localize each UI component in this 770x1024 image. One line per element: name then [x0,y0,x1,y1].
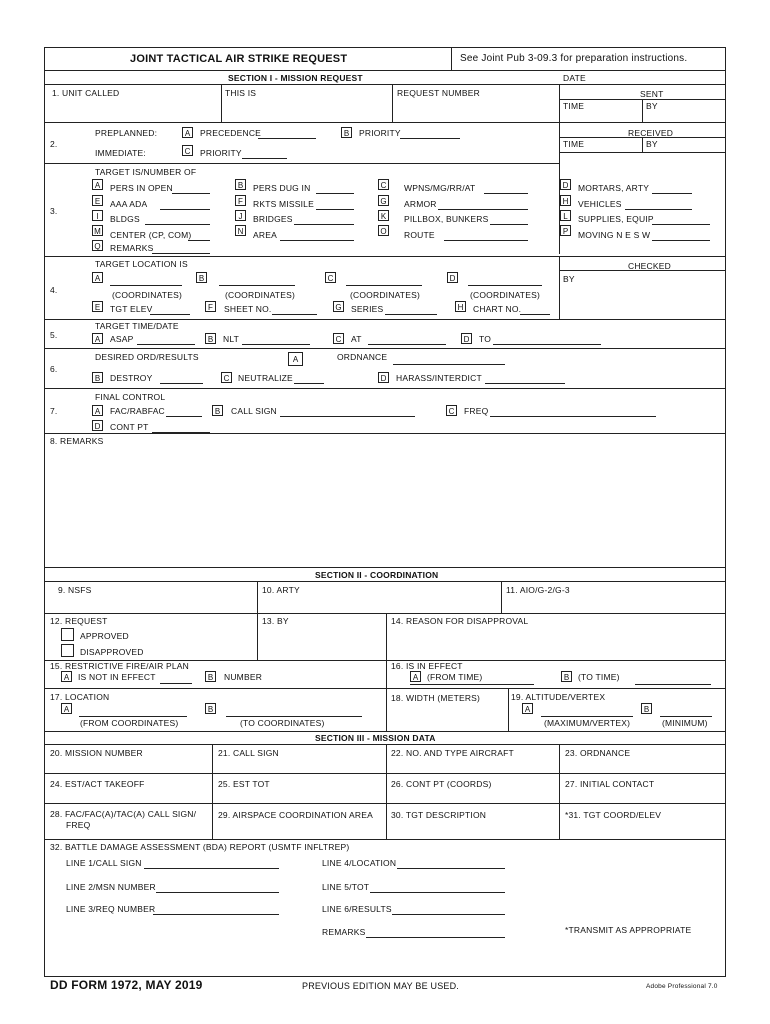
location-coord-d[interactable] [468,285,542,286]
target-label-p: MOVING N E S W [578,230,651,240]
rule [44,688,726,689]
asap-label: ASAP [110,334,134,344]
target-field-b[interactable] [316,193,354,194]
preplanned-label: PREPLANNED: [95,128,158,138]
airspace-label: 29. AIRSPACE COORDINATION AREA [218,810,373,820]
precedence-field[interactable] [258,138,316,139]
to-coordinates-field[interactable] [226,716,362,717]
time-box-a[interactable]: A [92,333,103,344]
nsfs-label: 9. NSFS [58,585,92,595]
target-box-f[interactable]: F [235,195,246,206]
from-time-field[interactable] [410,684,534,685]
ord-box-b[interactable]: B [92,372,103,383]
rule [44,433,726,434]
row-3-number: 3. [50,206,58,216]
location-box-h[interactable]: H [455,301,466,312]
rule [559,270,726,271]
mission-number-label: 20. MISSION NUMBER [50,748,143,758]
adobe-note: Adobe Professional 7.0 [646,983,718,990]
location-box-c[interactable]: C [325,272,336,283]
line1-field[interactable] [144,868,279,869]
from-coordinates-label: (FROM COORDINATES) [80,718,179,728]
target-field-p[interactable] [652,240,710,241]
received-by-label: BY [646,139,658,149]
sheet-no-label: SHEET NO. [224,304,272,314]
asap-field[interactable] [137,344,195,345]
target-field-a[interactable] [172,193,210,194]
location-box-d[interactable]: D [447,272,458,283]
destroy-label: DESTROY [110,373,153,383]
target-box-m[interactable]: M [92,225,103,236]
disapproved-label: DISAPPROVED [80,647,144,657]
rule [642,99,643,122]
target-box-j[interactable]: J [235,210,246,221]
target-label-m: CENTER (CP, COM) [110,230,192,240]
cont-pt-coords-label: 26. CONT PT (COORDS) [391,779,492,789]
time-box-b[interactable]: B [205,333,216,344]
ordnance-label: ORDNANCE [337,352,388,362]
line1-label: LINE 1/CALL SIGN [66,858,142,868]
location-label-17: 17. LOCATION [50,692,110,702]
coordinates-label-d: (COORDINATES) [470,290,540,300]
target-field-j[interactable] [294,224,354,225]
sent-label: SENT [640,89,664,99]
restrictive-box-b[interactable]: B [205,671,216,682]
target-box-n[interactable]: N [235,225,246,236]
received-time-label: TIME [563,139,585,149]
ord-box-d[interactable]: D [378,372,389,383]
rule [44,348,726,349]
cont-pt-label: CONT PT [110,422,149,432]
request-number-label: REQUEST NUMBER [397,88,480,98]
location-box-e[interactable]: E [92,301,103,312]
line2-label: LINE 2/MSN NUMBER [66,882,156,892]
tgt-coord-label: *31. TGT COORD/ELEV [565,810,662,820]
target-field-k[interactable] [490,224,528,225]
fac-freq-label: FREQ [66,820,91,830]
rule [212,744,213,839]
control-box-d[interactable]: D [92,420,103,431]
to-coordinates-label: (TO COORDINATES) [240,718,325,728]
priority-label: PRIORITY [359,128,401,138]
target-box-l[interactable]: L [560,210,571,221]
to-field[interactable] [493,344,601,345]
target-field-g[interactable] [438,209,528,210]
series-label: SERIES [351,304,384,314]
from-time-label: (FROM TIME) [427,672,483,682]
target-label-d: MORTARS, ARTY [578,183,650,193]
transmit-note: *TRANSMIT AS APPROPRIATE [565,925,692,935]
harass-label: HARASS/INTERDICT [396,373,482,383]
location-coord-a[interactable] [110,285,182,286]
previous-edition-note: PREVIOUS EDITION MAY BE USED. [302,981,459,991]
target-label-c: WPNS/MG/RR/AT [404,183,476,193]
target-field-d[interactable] [652,193,692,194]
preplanned-box-a[interactable]: A [182,127,193,138]
target-label-o: ROUTE [404,230,435,240]
target-label-k: PILLBOX, BUNKERS [404,214,489,224]
rule [392,84,393,122]
est-tot-label: 25. EST TOT [218,779,270,789]
rule [559,152,726,153]
freq-label: FREQ [464,406,489,416]
restrictive-label: 15. RESTRICTIVE FIRE/AIR PLAN [50,661,189,671]
approved-label: APPROVED [80,631,129,641]
section-2-title: SECTION II - COORDINATION [315,570,439,580]
target-field-c[interactable] [484,193,528,194]
takeoff-label: 24. EST/ACT TAKEOFF [50,779,145,789]
fac-field[interactable] [166,416,202,417]
sheet-no-field[interactable] [272,314,317,315]
target-field-m[interactable] [188,240,210,241]
immediate-box-c[interactable]: C [182,145,193,156]
remarks-label: 8. REMARKS [50,436,104,446]
row-2-number: 2. [50,139,58,149]
rule [44,163,559,164]
target-field-h[interactable] [625,209,692,210]
rule [44,803,726,804]
rule [44,839,726,840]
ord-box-c[interactable]: C [221,372,232,383]
by-label-13: 13. BY [262,616,289,626]
rule [44,388,726,389]
bda-remarks-label: REMARKS [322,927,366,937]
rule [44,256,726,257]
target-box-d[interactable]: D [560,179,571,190]
line6-field[interactable] [392,914,505,915]
series-field[interactable] [385,314,437,315]
line3-field[interactable] [153,914,279,915]
target-label-g: ARMOR [404,199,437,209]
title-divider [451,47,452,70]
form-number: DD FORM 1972, MAY 2019 [50,978,203,992]
tgt-description-label: 30. TGT DESCRIPTION [391,810,487,820]
rule [44,122,726,123]
target-field-l[interactable] [652,224,710,225]
tgt-elev-field[interactable] [150,314,190,315]
target-field-n[interactable] [280,240,354,241]
aio-label: 11. AIO/G-2/G-3 [506,585,570,595]
target-label-e: AAA ADA [110,199,148,209]
approved-checkbox[interactable] [61,628,74,641]
nlt-field[interactable] [242,344,310,345]
target-field-q[interactable] [152,253,210,254]
rule [44,613,726,614]
line4-field[interactable] [397,868,505,869]
time-box-c[interactable]: C [333,333,344,344]
rule [44,581,726,582]
location17-box-b[interactable]: B [205,703,216,714]
rule [221,84,222,122]
line5-field[interactable] [370,892,505,893]
target-field-o[interactable] [444,240,528,241]
target-label-f: RKTS MISSILE [253,199,314,209]
target-box-o[interactable]: O [378,225,389,236]
harass-field[interactable] [485,383,565,384]
date-label: DATE [563,73,586,83]
chart-no-field[interactable] [520,314,550,315]
rule [44,773,726,774]
target-label-q: REMARKS [110,243,154,253]
rule [44,731,726,732]
altitude-label: 19. ALTITUDE/VERTEX [511,692,606,702]
chart-no-label: CHART NO. [473,304,522,314]
not-in-effect-label: IS NOT IN EFFECT [78,672,156,682]
arty-label: 10. ARTY [262,585,300,595]
rule [44,567,726,568]
this-is-label: THIS IS [225,88,257,98]
location-coord-c[interactable] [346,285,422,286]
location17-box-a[interactable]: A [61,703,72,714]
minimum-field[interactable] [660,716,712,717]
rule [559,256,560,319]
checked-by-label: BY [563,274,575,284]
neutralize-field[interactable] [294,383,324,384]
nlt-label: NLT [223,334,240,344]
remarks-area[interactable] [45,446,725,566]
rule [44,319,726,320]
target-label-l: SUPPLIES, EQUIP [578,214,654,224]
final-control-heading: FINAL CONTROL [95,392,166,402]
target-label-b: PERS DUG IN [253,183,311,193]
neutralize-label: NEUTRALIZE [238,373,293,383]
desired-ord-heading: DESIRED ORD/RESULTS [95,352,199,362]
effect-box-a[interactable]: A [410,671,421,682]
rule [508,688,509,731]
altitude-box-a[interactable]: A [522,703,533,714]
row-7-number: 7. [50,406,58,416]
ordnance-label-23: 23. ORDNANCE [565,748,631,758]
rule [642,137,643,152]
form-title: JOINT TACTICAL AIR STRIKE REQUEST [130,53,348,65]
not-in-effect-field[interactable] [160,683,192,684]
target-box-i[interactable]: I [92,210,103,221]
immediate-priority-field[interactable] [242,158,287,159]
target-label-a: PERS IN OPEN [110,183,173,193]
target-box-g[interactable]: G [378,195,389,206]
target-field-e[interactable] [160,209,210,210]
rule [257,581,258,660]
initial-contact-label: 27. INITIAL CONTACT [565,779,655,789]
target-field-f[interactable] [316,209,354,210]
call-sign-field[interactable] [280,416,415,417]
ordnance-field[interactable] [393,364,505,365]
control-box-a[interactable]: A [92,405,103,416]
precedence-label: PRECEDENCE [200,128,262,138]
preplanned-box-b[interactable]: B [341,127,352,138]
section-1-title: SECTION I - MISSION REQUEST [228,73,363,83]
in-effect-label: 16. IS IN EFFECT [391,661,463,671]
target-field-i[interactable] [145,224,210,225]
tgt-elev-label: TGT ELEV [110,304,153,314]
coordinates-label-c: (COORDINATES) [350,290,420,300]
location-box-f[interactable]: F [205,301,216,312]
to-label: TO [479,334,492,344]
disapproved-checkbox[interactable] [61,644,74,657]
target-box-h[interactable]: H [560,195,571,206]
request-label: 12. REQUEST [50,616,108,626]
coordinates-label-a: (COORDINATES) [112,290,182,300]
target-label-n: AREA [253,230,277,240]
line6-label: LINE 6/RESULTS [322,904,392,914]
target-box-p[interactable]: P [560,225,571,236]
target-label-i: BLDGS [110,214,140,224]
rule [44,84,726,85]
section-3-title: SECTION III - MISSION DATA [315,733,436,743]
bda-label: 32. BATTLE DAMAGE ASSESSMENT (BDA) REPORT (USMTF INFLTREP) [50,842,350,852]
maximum-label: (MAXIMUM/VERTEX) [544,718,631,728]
freq-field[interactable] [490,416,656,417]
line3-label: LINE 3/REQ NUMBER [66,904,156,914]
fac-call-sign-label: 28. FAC/FAC(A)/TAC(A) CALL SIGN/ [50,809,197,819]
immediate-priority-label: PRIORITY [200,148,242,158]
preplanned-priority-field[interactable] [400,138,460,139]
call-sign-label-21: 21. CALL SIGN [218,748,279,758]
at-label: AT [351,334,362,344]
call-sign-label: CALL SIGN [231,406,277,416]
location-box-g[interactable]: G [333,301,344,312]
location-box-a[interactable]: A [92,272,103,283]
title-bottom-line [44,70,726,71]
maximum-field[interactable] [541,716,633,717]
checked-label: CHECKED [628,261,671,271]
minimum-label: (MINIMUM) [662,718,708,728]
reason-label: 14. REASON FOR DISAPPROVAL [391,616,529,626]
number-label: NUMBER [224,672,263,682]
at-field[interactable] [368,344,446,345]
target-box-b[interactable]: B [235,179,246,190]
ord-box-a[interactable]: A [288,352,303,366]
location-coord-b[interactable] [219,285,295,286]
to-time-label: (TO TIME) [578,672,620,682]
target-is-heading: TARGET IS/NUMBER OF [95,167,197,177]
unit-called-label: 1. UNIT CALLED [52,88,120,98]
received-label: RECEIVED [628,128,674,138]
row-5-number: 5. [50,330,58,340]
rule [559,744,560,839]
fac-label: FAC/RABFAC [110,406,165,416]
from-coordinates-field[interactable] [79,716,187,717]
instructions-note: See Joint Pub 3-09.3 for preparation instructions. [460,53,688,64]
width-label: 18. WIDTH (METERS) [391,693,481,703]
destroy-field[interactable] [160,383,203,384]
target-box-q[interactable]: Q [92,240,103,251]
rule [44,744,726,745]
target-label-j: BRIDGES [253,214,293,224]
line4-label: LINE 4/LOCATION [322,858,397,868]
target-time-heading: TARGET TIME/DATE [95,321,179,331]
target-box-e[interactable]: E [92,195,103,206]
rule [386,744,387,839]
bda-remarks-field[interactable] [366,937,505,938]
target-box-k[interactable]: K [378,210,389,221]
location-box-b[interactable]: B [196,272,207,283]
sent-by-label: BY [646,101,658,111]
row-6-number: 6. [50,364,58,374]
target-box-a[interactable]: A [92,179,103,190]
sent-time-label: TIME [563,101,585,111]
target-location-heading: TARGET LOCATION IS [95,259,188,269]
restrictive-box-a[interactable]: A [61,671,72,682]
rule [386,613,387,731]
to-time-field[interactable] [635,684,711,685]
target-box-c[interactable]: C [378,179,389,190]
line2-field[interactable] [156,892,279,893]
immediate-label: IMMEDIATE: [95,148,146,158]
effect-box-b[interactable]: B [561,671,572,682]
row-4-number: 4. [50,285,58,295]
coordinates-label-b: (COORDINATES) [225,290,295,300]
time-box-d[interactable]: D [461,333,472,344]
line5-label: LINE 5/TOT [322,882,370,892]
altitude-box-b[interactable]: B [641,703,652,714]
aircraft-label: 22. NO. AND TYPE AIRCRAFT [391,748,514,758]
rule [501,581,502,613]
target-label-h: VEHICLES [578,199,622,209]
control-box-c[interactable]: C [446,405,457,416]
control-box-b[interactable]: B [212,405,223,416]
